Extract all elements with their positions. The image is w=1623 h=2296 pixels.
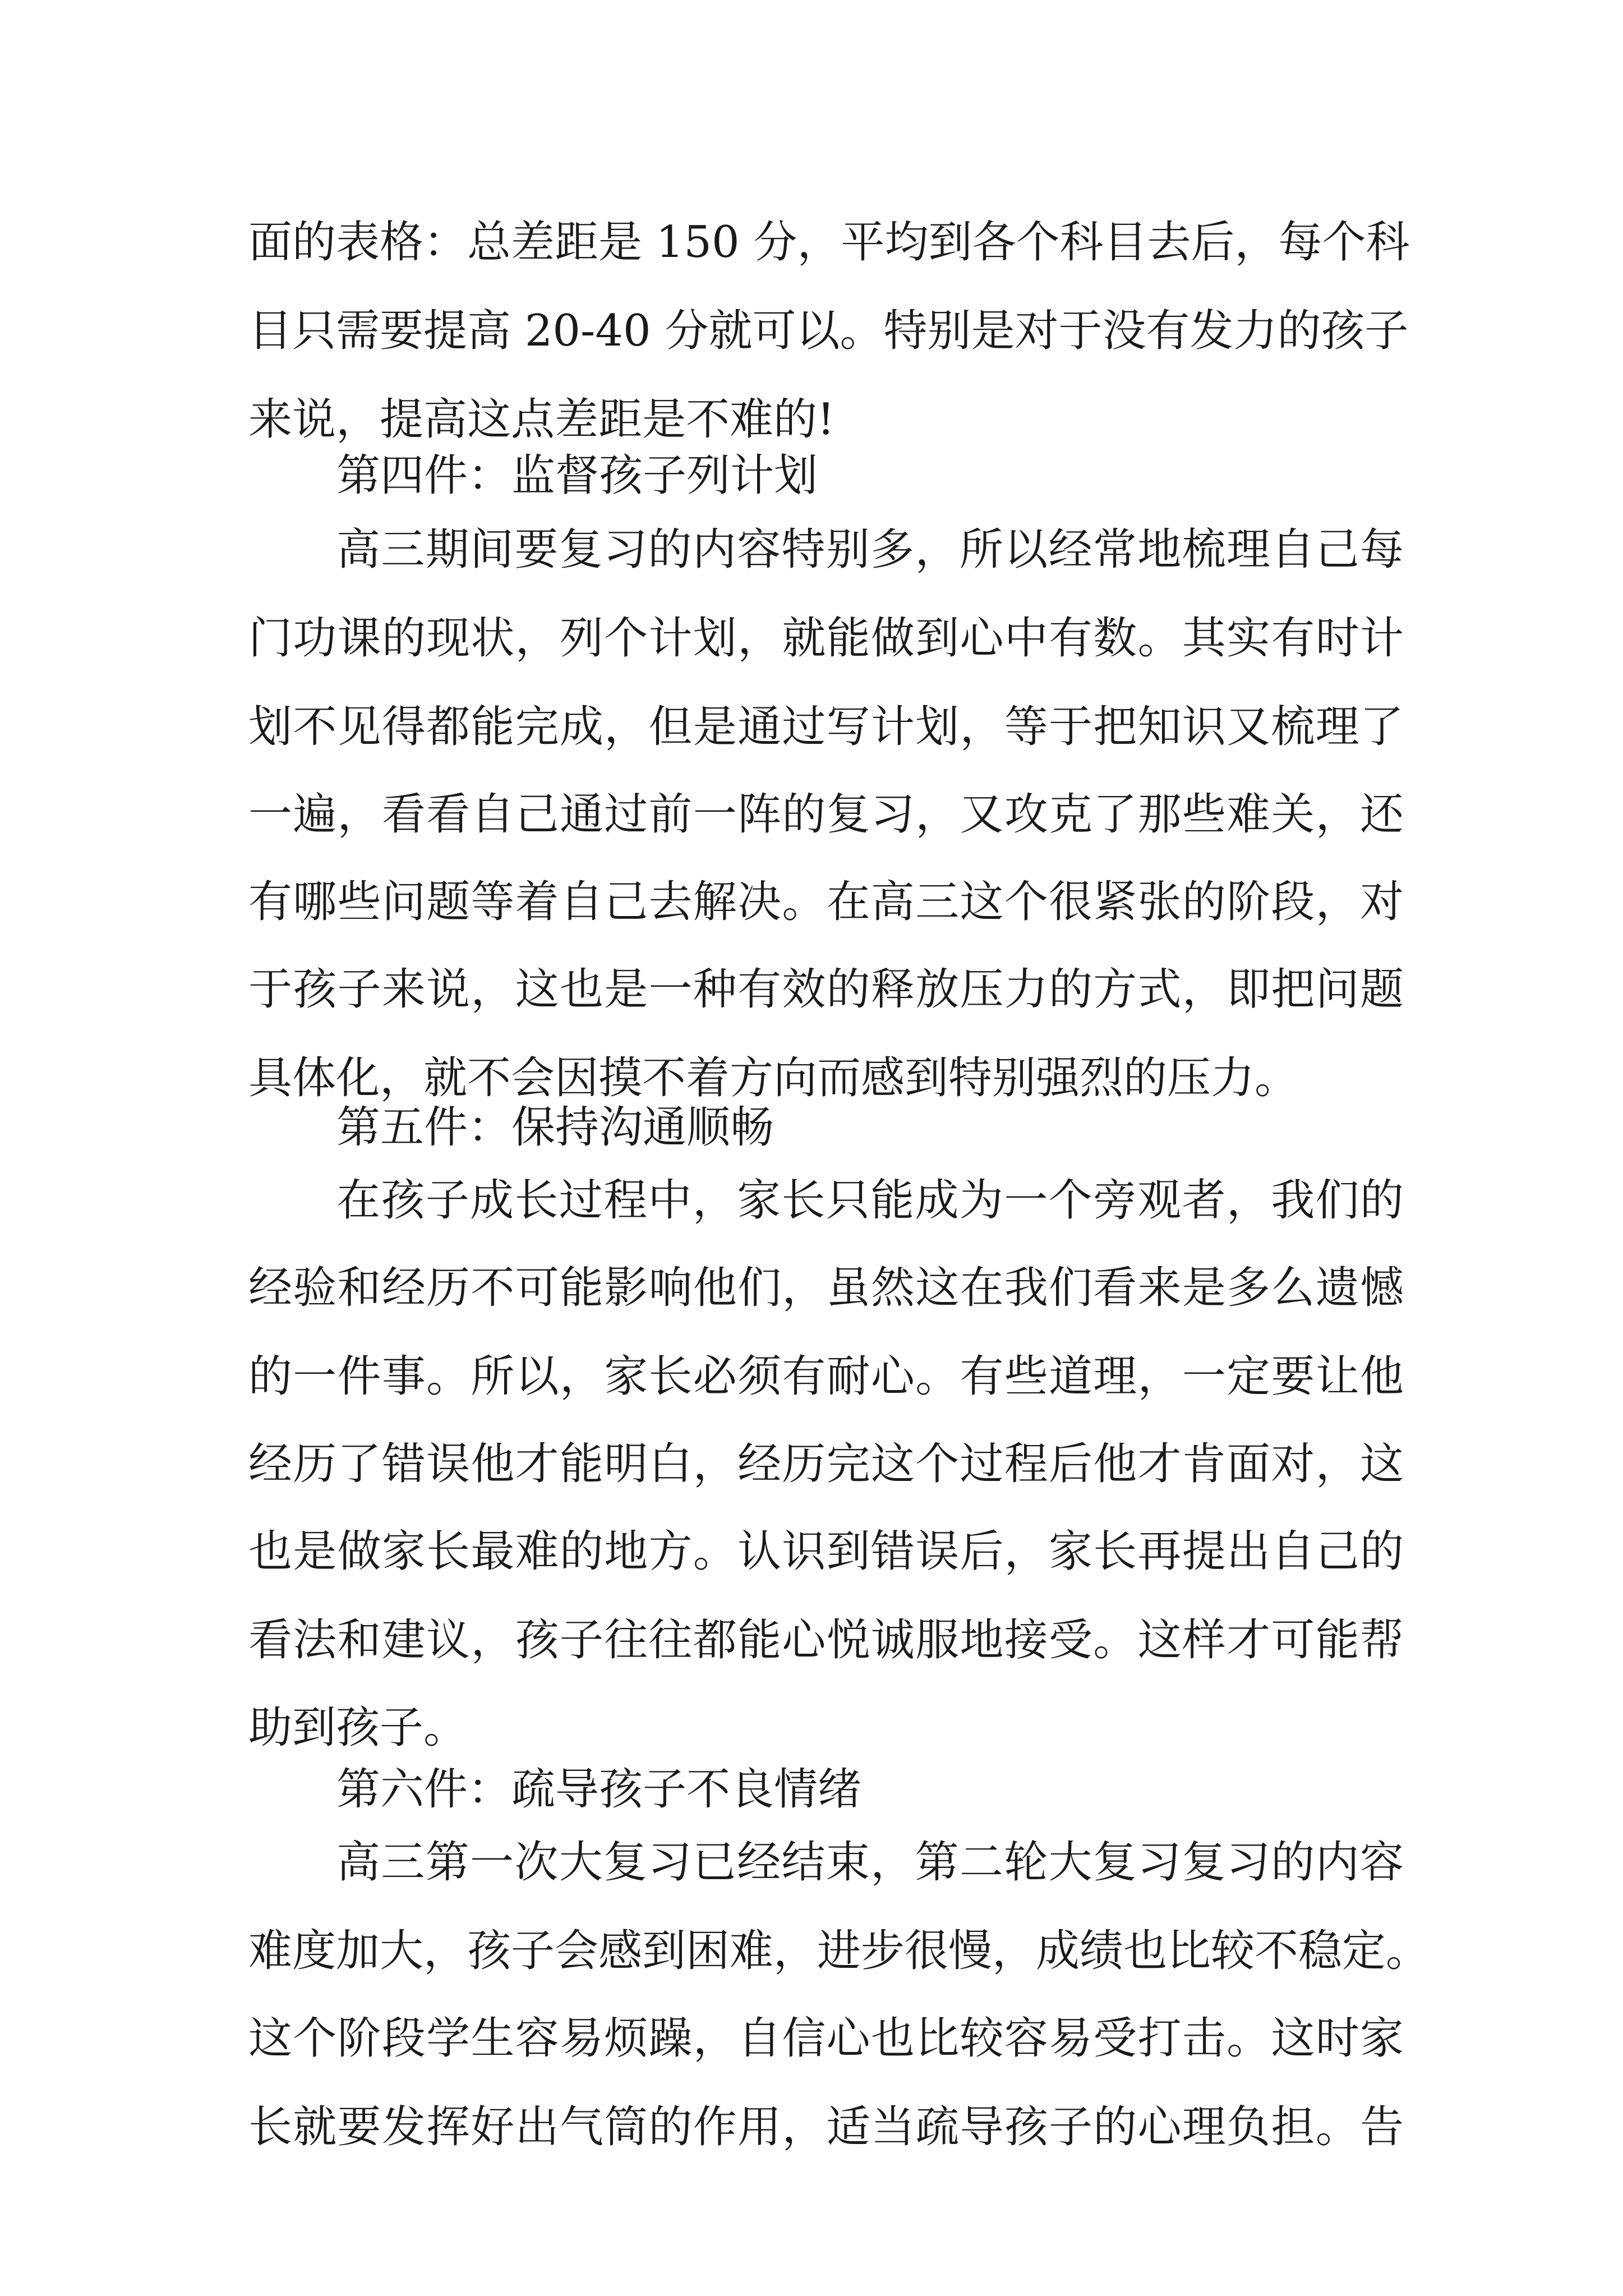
text-line: 高三第一次大复习已经结束，第二轮大复习复习的内容 (336, 1837, 1404, 1888)
text-line: 经历了错误他才能明白，经历完这个过程后他才肯面对，这 (248, 1439, 1404, 1489)
text-line: 难度加大，孩子会感到困难，进步很慢，成绩也比较不稳定。 (248, 1926, 1430, 1976)
section-heading: 第六件：疏导孩子不良情绪 (336, 1764, 862, 1815)
text-line: 助到孩子。 (248, 1703, 468, 1753)
text-line: 高三期间要复习的内容特别多，所以经常地梳理自己每 (336, 524, 1404, 575)
text-line: 的一件事。所以，家长必须有耐心。有些道理，一定要让他 (248, 1351, 1404, 1402)
text-line: 于孩子来说，这也是一种有效的释放压力的方式，即把问题 (248, 964, 1404, 1015)
text-line: 划不见得都能完成，但是通过写计划，等于把知识又梳理了 (248, 702, 1404, 752)
text-line: 长就要发挥好出气筒的作用，适当疏导孩子的心理负担。告 (248, 2102, 1404, 2152)
text-line: 在孩子成长过程中，家长只能成为一个旁观者，我们的 (336, 1175, 1404, 1226)
text-line: 经验和经历不可能影响他们，虽然这在我们看来是多么遗憾 (248, 1263, 1404, 1313)
text-line: 来说，提高这点差距是不难的! (248, 394, 835, 445)
text-line: 有哪些问题等着自己去解决。在高三这个很紧张的阶段，对 (248, 877, 1404, 927)
section-heading: 第四件：监督孩子列计划 (336, 450, 818, 501)
text-line: 门功课的现状，列个计划，就能做到心中有数。其实有时计 (248, 613, 1404, 664)
text-line: 看法和建议，孩子往往都能心悦诚服地接受。这样才可能帮 (248, 1615, 1404, 1665)
text-line: 面的表格：总差距是 150 分，平均到各个科目去后，每个科 (248, 217, 1410, 268)
text-line: 也是做家长最难的地方。认识到错误后，家长再提出自己的 (248, 1526, 1404, 1577)
text-line: 目只需要提高 20-40 分就可以。特别是对于没有发力的孩子 (248, 306, 1409, 356)
section-heading: 第五件：保持沟通顺畅 (336, 1102, 774, 1153)
text-line: 具体化，就不会因摸不着方向而感到特别强烈的压力。 (248, 1053, 1299, 1103)
text-line: 一遍，看看自己通过前一阵的复习，又攻克了那些难关，还 (248, 789, 1404, 840)
text-line: 这个阶段学生容易烦躁，自信心也比较容易受打击。这时家 (248, 2013, 1404, 2064)
